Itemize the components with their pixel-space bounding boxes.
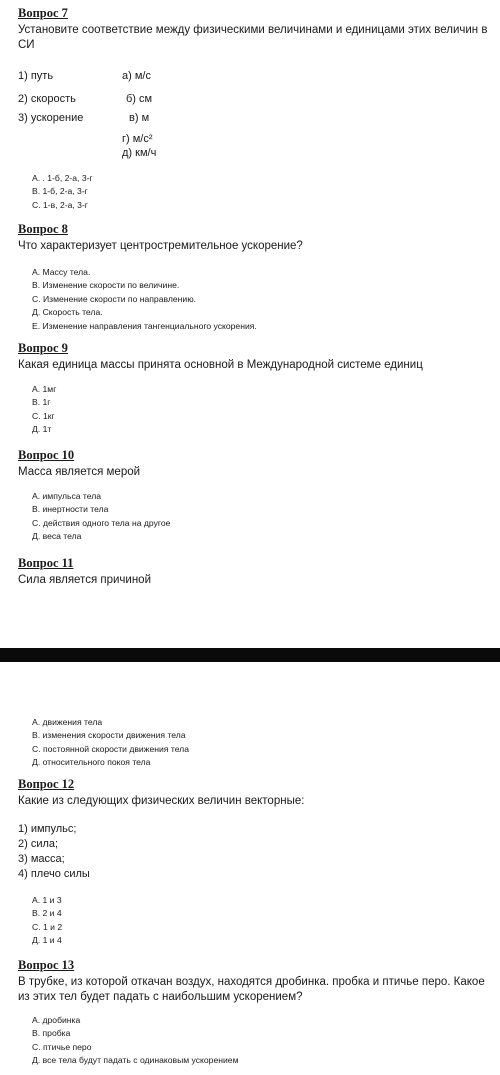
- list-item: 1) импульс;: [18, 823, 77, 835]
- question-title: Вопрос 13: [18, 958, 75, 972]
- option[interactable]: В. 2 и 4: [32, 908, 62, 919]
- option[interactable]: В. 1г: [32, 397, 51, 408]
- option[interactable]: С. птичье перо: [32, 1041, 92, 1052]
- option[interactable]: С. 1-в, 2-а, 3-г: [32, 199, 88, 210]
- option[interactable]: В. пробка: [32, 1028, 71, 1039]
- option[interactable]: Д. относительного покоя тела: [32, 757, 151, 768]
- question-text: Установите соответствие между физическими величинами и единицами этих величин в СИ: [18, 24, 488, 51]
- question-8: [18, 222, 488, 333]
- question-text: Масса является мерой: [18, 466, 141, 478]
- option[interactable]: Д. Скорость тела.: [32, 307, 103, 318]
- option[interactable]: А. . 1-б, 2-а, 3-г: [32, 173, 93, 183]
- match-left-2: 2) скорость: [18, 93, 76, 105]
- list-item: 2) сила;: [18, 838, 59, 850]
- question-7: [18, 6, 488, 53]
- question-13: [18, 958, 488, 1068]
- answer-options-8: [32, 266, 488, 333]
- question-title: Вопрос 11: [18, 556, 74, 570]
- question-title: Вопрос 12: [18, 777, 75, 791]
- match-right-a: а) м/с: [122, 70, 151, 82]
- question-text: В трубке, из которой откачан воздух, находятся дробинка. пробка и птичье перо. Какое из этих тел будет падать с наибольшим ускорением?: [18, 976, 485, 1003]
- question-title: Вопрос 7: [18, 6, 68, 20]
- option[interactable]: Д. 1 и 4: [32, 935, 62, 946]
- option[interactable]: С. 1 и 2: [32, 921, 63, 932]
- answer-options-7: [32, 172, 93, 212]
- answer-options-9: [32, 383, 488, 437]
- option[interactable]: С. 1кг: [32, 410, 55, 421]
- vector-items: [18, 822, 488, 882]
- question-text: Какая единица массы принята основной в Международной системе единиц: [18, 359, 423, 371]
- question-title: Вопрос 9: [18, 341, 68, 355]
- option[interactable]: Д. веса тела: [32, 531, 82, 542]
- option[interactable]: В. 1-б, 2-а, 3-г: [32, 186, 88, 197]
- option[interactable]: А. дробинка: [32, 1015, 81, 1025]
- option[interactable]: Д. 1т: [32, 424, 52, 435]
- question-12: [18, 777, 488, 948]
- option[interactable]: А. 1 и 3: [32, 895, 62, 905]
- option[interactable]: А. 1мг: [32, 384, 57, 394]
- list-item: 3) масса;: [18, 853, 65, 865]
- question-10: [18, 448, 488, 544]
- question-title: Вопрос 8: [18, 222, 68, 236]
- question-11: [18, 556, 488, 588]
- option[interactable]: Д. все тела будут падать с одинаковым ускорением: [32, 1055, 239, 1066]
- question-text: Какие из следующих физических величин векторные:: [18, 795, 305, 807]
- answer-options-12: [32, 894, 488, 948]
- answer-options-10: [32, 490, 488, 544]
- page-break-bar: [0, 648, 500, 662]
- option[interactable]: А. импульса тела: [32, 491, 102, 501]
- option[interactable]: В. инертности тела: [32, 504, 109, 515]
- question-text: Что характеризует центростремительное ускорение?: [18, 240, 303, 252]
- document-page-bottom: [0, 662, 500, 1075]
- match-left-3: 3) ускорение: [18, 112, 84, 124]
- question-title: Вопрос 10: [18, 448, 75, 462]
- answer-options-11: [32, 716, 189, 770]
- option[interactable]: В. изменения скорости движения тела: [32, 730, 186, 741]
- option[interactable]: С. действия одного тела на другое: [32, 517, 171, 528]
- match-right-b: б) см: [126, 93, 153, 105]
- match-left-1: 1) путь: [18, 70, 54, 82]
- option[interactable]: С. постоянной скорости движения тела: [32, 743, 189, 754]
- list-item: 4) плечо силы: [18, 868, 90, 880]
- match-right-g: г) м/с²: [122, 133, 153, 145]
- match-right-v: в) м: [129, 112, 150, 124]
- match-right-d: д) км/ч: [122, 147, 157, 159]
- answer-options-13: [32, 1014, 488, 1068]
- question-text: Сила является причиной: [18, 574, 151, 586]
- question-9: [18, 341, 488, 437]
- option[interactable]: Е. Изменение направления тангенциального ускорения.: [32, 320, 257, 331]
- option[interactable]: С. Изменение скорости по направлению.: [32, 293, 197, 304]
- option[interactable]: А. Массу тела.: [32, 267, 91, 277]
- option[interactable]: В. Изменение скорости по величине.: [32, 280, 180, 291]
- option[interactable]: А. движения тела: [32, 717, 103, 727]
